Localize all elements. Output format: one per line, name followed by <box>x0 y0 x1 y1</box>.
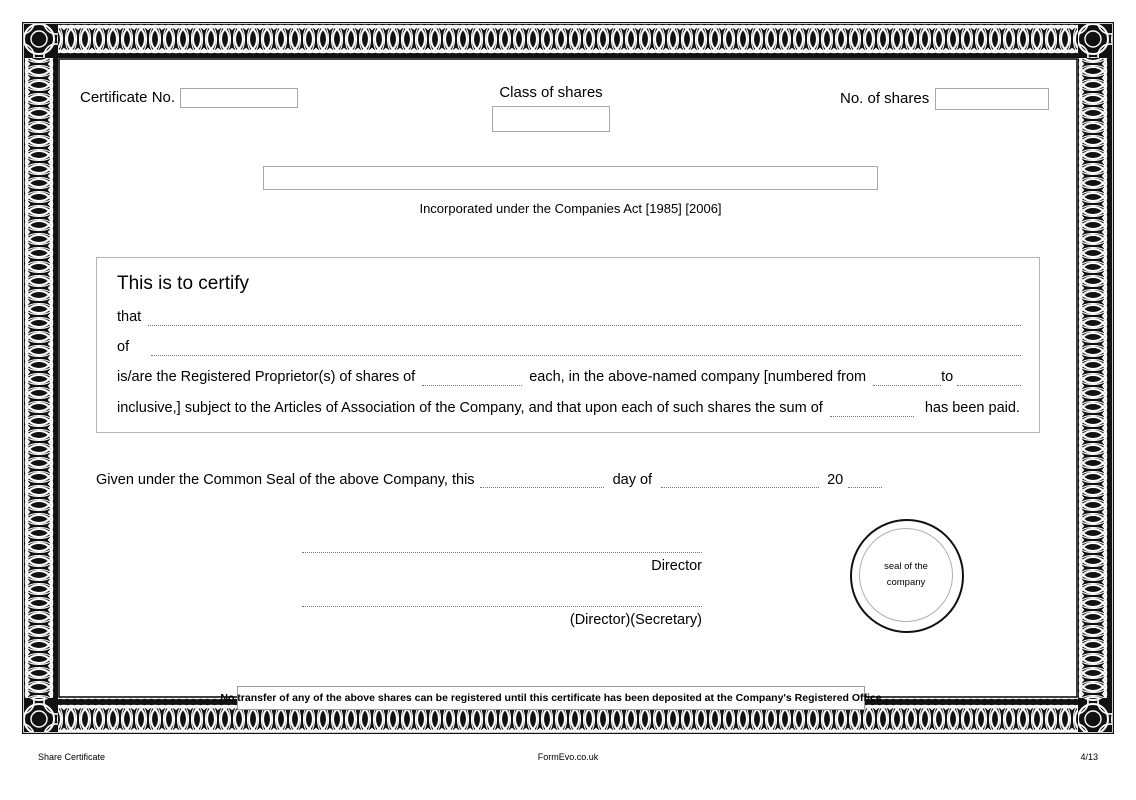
certify-nominal-value-input[interactable] <box>422 372 522 386</box>
certify-panel <box>96 257 1040 433</box>
company-name-input[interactable] <box>263 166 878 190</box>
no-of-shares-input[interactable] <box>935 88 1049 110</box>
signature-line-director-secretary[interactable] <box>302 592 702 607</box>
signature-area <box>302 538 762 628</box>
class-of-shares-group <box>492 84 610 132</box>
seal-inner-ring <box>859 528 953 622</box>
certify-of-input[interactable] <box>151 342 1021 356</box>
certificate-content <box>62 58 1074 704</box>
signature-block-director <box>302 538 762 574</box>
seal-text-line-1: seal of the <box>884 561 928 572</box>
given-under-seal-row <box>96 472 956 488</box>
given-text-2: day of <box>612 472 653 488</box>
signature-block-director-secretary <box>302 592 762 628</box>
transfer-notice-box <box>220 686 882 710</box>
certify-row-that <box>117 309 1039 326</box>
footer-left-label: Share Certificate <box>38 752 106 762</box>
company-name-group <box>263 166 878 216</box>
certify-proprietor-text-2: each, in the above-named company [numbered from <box>529 369 867 385</box>
certificate-no-input[interactable] <box>180 88 298 108</box>
certify-of-label: of <box>117 339 130 355</box>
given-year-input[interactable] <box>848 474 882 488</box>
given-day-input[interactable] <box>480 474 604 488</box>
incorporated-under-act-text: Incorporated under the Companies Act [1985] [2006] <box>419 201 722 216</box>
footer-center-label: FormEvo.co.uk <box>537 752 599 762</box>
certify-that-label: that <box>117 309 142 325</box>
certify-that-input[interactable] <box>148 312 1021 326</box>
certificate-no-group <box>80 88 298 108</box>
certify-proprietor-text-3: to <box>941 369 954 385</box>
signature-caption-director-secretary: (Director)(Secretary) <box>569 612 702 628</box>
certify-proprietor-text-1: is/are the Registered Proprietor(s) of shares of <box>117 369 416 385</box>
certify-inclusive-text-2: has been paid. <box>924 400 1020 416</box>
signature-line-director[interactable] <box>302 538 702 553</box>
certify-numbered-to-input[interactable] <box>957 372 1021 386</box>
class-of-shares-label: Class of shares <box>499 84 603 101</box>
certify-row-proprietor <box>117 369 1039 386</box>
signature-caption-director: Director <box>651 558 702 574</box>
given-month-input[interactable] <box>661 474 819 488</box>
certify-row-of <box>117 339 1039 356</box>
certificate-header <box>62 58 1074 148</box>
no-of-shares-label: No. of shares <box>840 90 930 107</box>
certificate-no-label: Certificate No. <box>80 89 176 106</box>
class-of-shares-input[interactable] <box>492 106 610 132</box>
certify-title: This is to certify <box>117 273 249 294</box>
company-seal <box>850 519 964 633</box>
footer-page-number: 4/13 <box>1080 752 1098 762</box>
no-of-shares-group <box>840 88 1049 110</box>
certify-row-inclusive <box>117 400 1039 417</box>
seal-text-line-2: company <box>886 577 926 588</box>
given-text-3: 20 <box>827 472 844 488</box>
given-text-1: Given under the Common Seal of the above Company, this <box>96 472 475 488</box>
certify-inclusive-text-1: inclusive,] subject to the Articles of Association of the Company, and that upon each of such shares the sum of <box>117 400 823 416</box>
certify-numbered-from-input[interactable] <box>873 372 941 386</box>
certify-sum-paid-input[interactable] <box>830 403 914 417</box>
transfer-notice-text: No transfer of any of the above shares can be registered until this certificate has been deposited at the Company's Registered Office <box>220 692 882 704</box>
